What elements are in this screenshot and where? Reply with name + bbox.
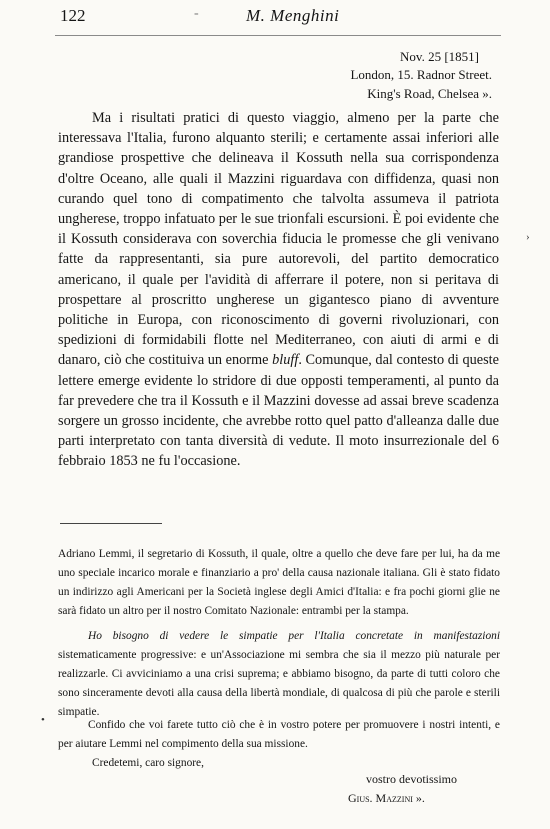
letter-paragraph-1: Adriano Lemmi, il segretario di Kossuth, il quale, oltre a quello che deve fare per lui, ha da me uno speciale incarico morale e finanziario a pro' della causa nazionale italiana. Gli è stato fidato un indirizzo agli Americani per la Società inglese degli Amici d'Italia: e fra pochi giorni glie ne sarà fidato un altro per il nostro Comitato Nazionale: entrambi per la stampa. <box>58 548 500 618</box>
signature: Gius. Mazzini ». <box>348 791 425 805</box>
address-road: King's Road, Chelsea ». <box>367 86 492 101</box>
page-number: 122 <box>60 6 86 25</box>
letter-date: Nov. 25 [1851] <box>400 49 479 64</box>
letter-paragraph-2-rest: sistematicamente progressive: e un'Associazione mi sembra che sia il mezzo più naturale per realizzarle. Ci avviciniamo a una crisi suprema; e abbiamo bisogno, da parte di tutti coloro che sono sinceramente devoti alla causa della libertà mondiale, di qualcosa di più che parole e sterili simpatie. <box>58 649 500 719</box>
address-street: London, 15. Radnor Street. <box>350 67 492 82</box>
main-paragraph <box>58 108 499 472</box>
letter-paragraph-2 <box>58 627 500 722</box>
letter-closing: Credetemi, caro signore, <box>92 757 204 769</box>
letter-paragraph-3: Confido che voi farete tutto ciò che è in vostro potere per promuovere i nostri intenti, e per aiutare Lemmi nel compimento della sua missione. <box>58 719 500 751</box>
bluff-italic: bluff <box>272 352 299 369</box>
main-paragraph-text: Ma i risultati pratici di questo viaggio, almeno per la parte che interessava l'Italia, furono alquanto sterili; e certamente assai inferiori alle grandiose prospettive che delineava il Kossuth nella sua corrispondenza d'oltre Oceano, alle quali il Mazzini riguardava con diffidenza, quasi non curando quel tono di compatimento che talvolta assumeva il patriota ungherese, troppo infatuato per le sue trionfali escursioni. È poi evidente che il Kossuth considerava con soverchia fiducia le promesse che gli venivano fatte da rappresentanti, sia pure autorevoli, del partito democratico americano, il quale per l'avidità di afferrare il potere, non si peritava di prospettare al proscritto ungherese un gigantesco piano di avventure politiche in Europa, con riconoscimento di governi rivoluzionari, con spedizioni di formidabili flotte nel Mediterraneo, con aiuti di armi e di danaro, ciò che costituiva un enorme <box>58 110 499 369</box>
margin-mark-right: › <box>526 231 530 243</box>
running-title: M. Menghini <box>246 6 340 25</box>
header-separator: - <box>194 6 199 21</box>
letter-paragraph-2-italic: Ho bisogno di vedere le simpatie per l'Italia concretate in manifestazioni <box>88 630 500 642</box>
section-divider <box>60 523 162 524</box>
valediction: vostro devotissimo <box>366 772 458 786</box>
main-paragraph-end: . Comunque, dal contesto di queste lettere emerge evidente lo stridore di due opposti temperamenti, al punto da far prevedere che tra il Kossuth e il Mazzini dovesse ad assai breve scadenza sorgere un grosso incidente, che avrebbe rotto quel patto d'alleanza dalle due parti interpretato con tanta diversità di vedute. Il moto insurrezionale del 6 febbraio 1853 ne fu l'occasione. <box>58 352 499 470</box>
header-rule <box>55 35 501 36</box>
margin-mark-left: • <box>41 714 45 726</box>
